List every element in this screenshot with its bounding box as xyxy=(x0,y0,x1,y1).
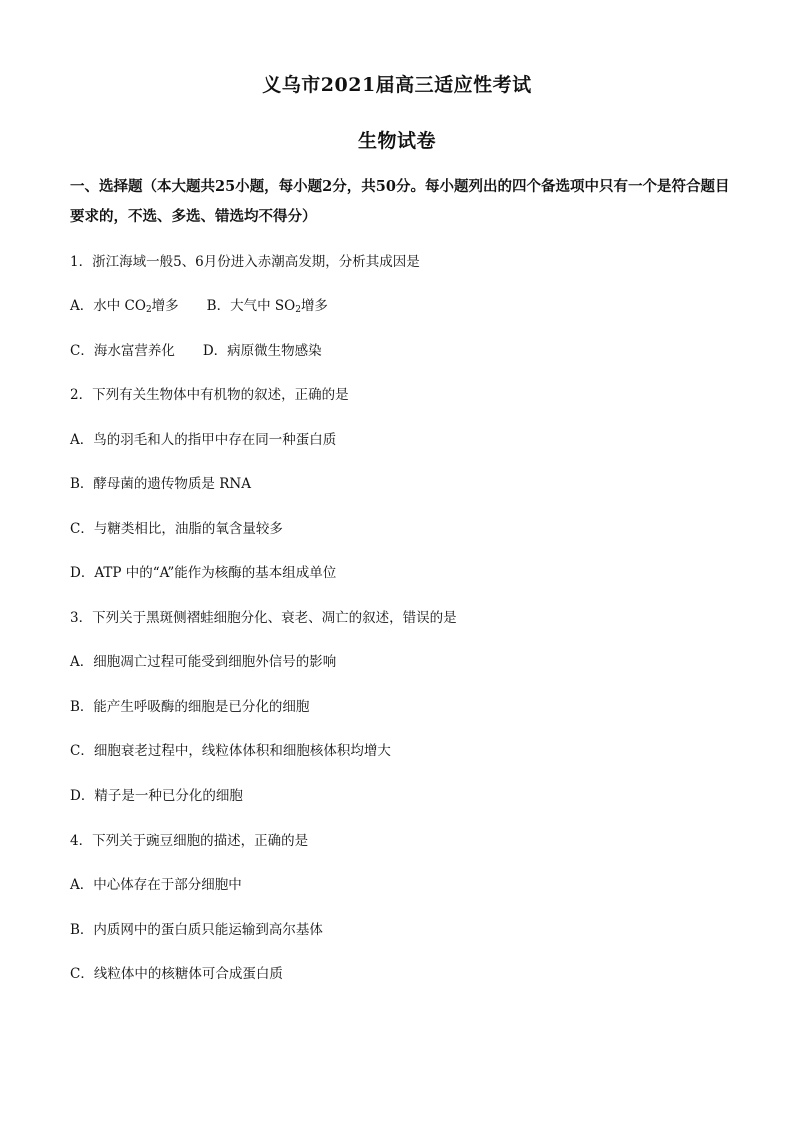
question-2-stem: 2．下列有关生物体中有机物的叙述，正确的是 xyxy=(70,387,349,403)
exam-title: 义乌市2021届高三适应性考试 xyxy=(262,74,532,96)
question-1-option-a: A．水中 $CO_2$增多 xyxy=(70,298,179,315)
question-2-option-b: B．酵母菌的遗传物质是 RNA xyxy=(70,476,251,492)
question-1-option-b: B．大气中 $SO_2$增多 xyxy=(206,298,328,315)
question-1-option-d: D．病原微生物感染 xyxy=(202,343,322,359)
exam-subtitle: 生物试卷 xyxy=(357,130,436,152)
question-2-option-c: C．与糖类相比，油脂的氧含量较多 xyxy=(70,521,283,537)
question-4-option-b: B．内质网中的蛋白质只能运输到高尔基体 xyxy=(70,922,323,938)
question-2-option-a: A．鸟的羽毛和人的指甲中存在同一种蛋白质 xyxy=(70,432,337,448)
question-3-option-a: A．细胞凋亡过程可能受到细胞外信号的影响 xyxy=(70,654,337,670)
section-heading: 一、选择题（本大题共25小题，每小题2分，共50分。每小题列出的四个备选项中只有一个是符合题目要求的，不选、多选、错选均不得分） xyxy=(70,178,730,225)
question-3-option-d: D．精子是一种已分化的细胞 xyxy=(70,788,243,804)
question-1-options-ab xyxy=(70,296,730,320)
question-3-option-c: C．细胞衰老过程中，线粒体体积和细胞核体积均增大 xyxy=(70,743,391,759)
question-1-options-cd xyxy=(70,341,730,361)
question-1-option-c: C．海水富营养化 xyxy=(70,343,175,359)
question-3-stem: 3．下列关于黑斑侧褶蛙细胞分化、衰老、凋亡的叙述，错误的是 xyxy=(70,610,457,626)
question-2-option-d: D．ATP 中的“A”能作为核酶的基本组成单位 xyxy=(70,565,337,581)
question-4-stem: 4．下列关于豌豆细胞的描述，正确的是 xyxy=(70,833,309,849)
question-3-option-b: B．能产生呼吸酶的细胞是已分化的细胞 xyxy=(70,699,310,715)
question-1-stem: 1．浙江海域一般5、6月份进入赤潮高发期，分析其成因是 xyxy=(70,254,420,270)
question-4-option-c: C．线粒体中的核糖体可合成蛋白质 xyxy=(70,966,283,982)
question-4-option-a: A．中心体存在于部分细胞中 xyxy=(70,877,242,893)
